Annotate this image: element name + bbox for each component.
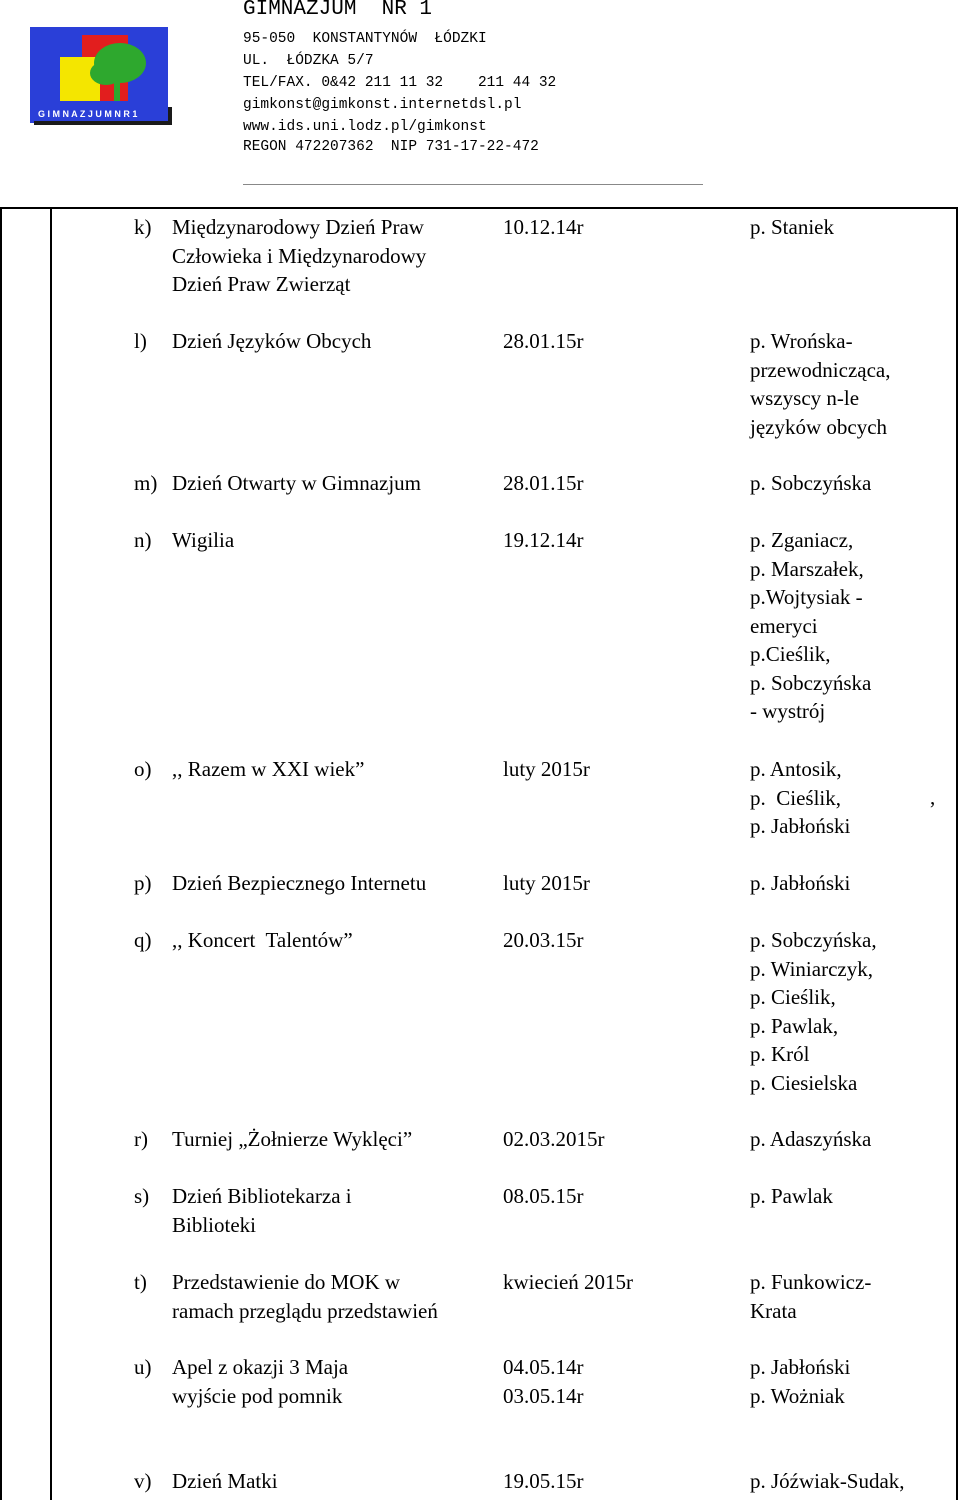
responsible-person: p. Sobczyńska, p. Winiarczyk, p. Cieślik, p. Pawlak, p. Król p. Ciesielska bbox=[750, 928, 877, 1095]
row-letter: r) bbox=[134, 1127, 148, 1151]
event-name: Dzień Bezpiecznego Internetu bbox=[172, 871, 427, 895]
event-date: luty 2015r bbox=[503, 757, 590, 781]
responsible-person: p. Jóźwiak-Sudak, bbox=[750, 1469, 905, 1493]
responsible-person: p. Adaszyńska bbox=[750, 1127, 872, 1151]
event-name: Dzień Bibliotekarza i Biblioteki bbox=[172, 1184, 352, 1237]
event-name: ,, Koncert Talentów” bbox=[172, 928, 353, 952]
header-line: UL. ŁÓDZKA 5/7 bbox=[243, 53, 374, 69]
header-divider bbox=[243, 184, 703, 185]
event-date: luty 2015r bbox=[503, 871, 590, 895]
header-line: REGON 472207362 NIP 731-17-22-472 bbox=[243, 139, 539, 155]
event-date: 19.05.15r bbox=[503, 1469, 584, 1493]
responsible-person: p. Jabłoński p. Wożniak bbox=[750, 1355, 851, 1408]
event-name: Wigilia bbox=[172, 528, 235, 552]
event-date: 04.05.14r 03.05.14r bbox=[503, 1355, 584, 1408]
event-name: Apel z okazji 3 Maja wyjście pod pomnik bbox=[172, 1355, 349, 1408]
table-top-border bbox=[0, 207, 958, 209]
row-letter: q) bbox=[134, 928, 152, 952]
school-logo bbox=[30, 27, 172, 125]
responsible-person: p. Zganiacz, p. Marszałek, p.Wojtysiak - emeryci p.Cieślik, p. Sobczyńska - wystrój bbox=[750, 528, 872, 723]
row-letter: v) bbox=[134, 1469, 152, 1493]
row-letter: n) bbox=[134, 528, 152, 552]
responsible-person: p. Wrońska- przewodnicząca, wszyscy n-le języków obcych bbox=[750, 329, 891, 439]
responsible-person: p. Pawlak bbox=[750, 1184, 833, 1208]
row-letter: u) bbox=[134, 1355, 152, 1379]
row-letter: s) bbox=[134, 1184, 150, 1208]
table-border bbox=[0, 207, 2, 1500]
header-line: gimkonst@gimkonst.internetdsl.pl bbox=[243, 97, 522, 113]
event-date: 28.01.15r bbox=[503, 329, 584, 353]
table-border bbox=[956, 207, 958, 1500]
stray-comma: , bbox=[930, 785, 936, 809]
row-letter: l) bbox=[134, 329, 147, 353]
responsible-person: p. Funkowicz- Krata bbox=[750, 1270, 872, 1323]
event-date: 02.03.2015r bbox=[503, 1127, 605, 1151]
header-line: www.ids.uni.lodz.pl/gimkonst bbox=[243, 119, 487, 135]
event-name: Turniej „Żołnierze Wyklęci” bbox=[172, 1127, 413, 1151]
event-date: 19.12.14r bbox=[503, 528, 584, 552]
event-date: 08.05.15r bbox=[503, 1184, 584, 1208]
event-name: Dzień Matki bbox=[172, 1469, 278, 1493]
event-date: 20.03.15r bbox=[503, 928, 584, 952]
event-name: Międzynarodowy Dzień Praw Człowieka i Międzynarodowy Dzień Praw Zwierząt bbox=[172, 215, 427, 296]
responsible-person: p. Sobczyńska bbox=[750, 471, 872, 495]
row-letter: t) bbox=[134, 1270, 147, 1294]
event-date: 28.01.15r bbox=[503, 471, 584, 495]
header-line: TEL/FAX. 0&42 211 11 32 211 44 32 bbox=[243, 75, 557, 91]
event-date: kwiecień 2015r bbox=[503, 1270, 634, 1294]
row-letter: o) bbox=[134, 757, 152, 781]
table-border bbox=[50, 207, 52, 1500]
row-letter: k) bbox=[134, 215, 152, 239]
header-line: 95-050 KONSTANTYNÓW ŁÓDZKI bbox=[243, 31, 487, 47]
responsible-person: p. Antosik, p. Cieślik, p. Jabłoński bbox=[750, 757, 851, 838]
event-name: Dzień Języków Obcych bbox=[172, 329, 372, 353]
row-letter: m) bbox=[134, 471, 158, 495]
event-name: Dzień Otwarty w Gimnazjum bbox=[172, 471, 422, 495]
responsible-person: p. Staniek bbox=[750, 215, 834, 239]
logo-text: G I M N A Z J U M N R 1 bbox=[38, 109, 138, 119]
event-name: ,, Razem w XXI wiek” bbox=[172, 757, 365, 781]
event-name: Przedstawienie do MOK w ramach przeglądu przedstawień bbox=[172, 1270, 438, 1323]
responsible-person: p. Jabłoński bbox=[750, 871, 851, 895]
school-name: GIMNAZJUM NR 1 bbox=[243, 0, 433, 21]
row-letter: p) bbox=[134, 871, 152, 895]
event-date: 10.12.14r bbox=[503, 215, 584, 239]
